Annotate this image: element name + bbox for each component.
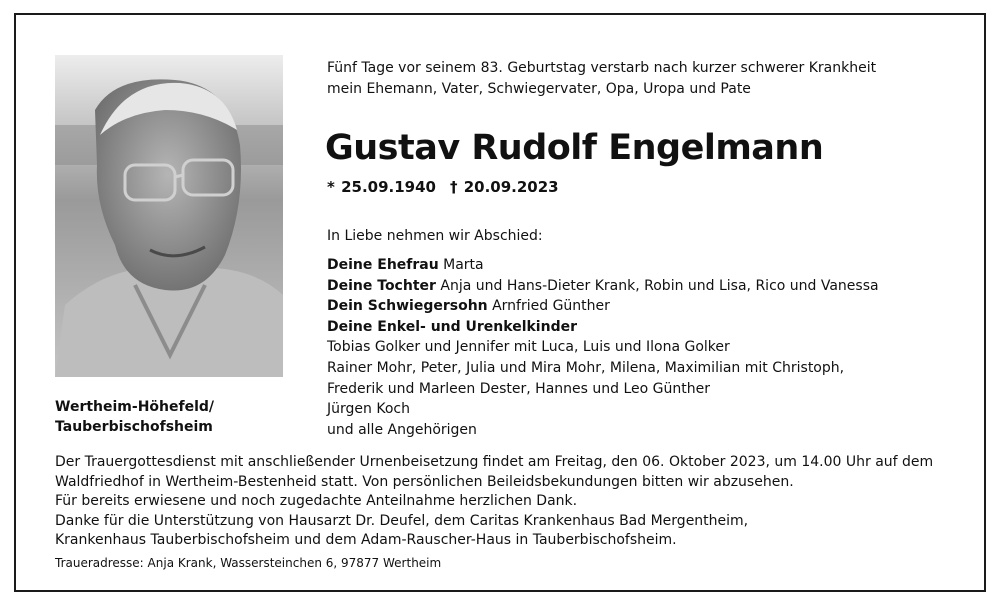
thanks-line-2: Krankenhaus Tauberbischofsheim und dem Adam-Rauscher-Haus in Tauberbischofsheim.	[55, 532, 677, 548]
intro-text	[327, 58, 876, 100]
family-members: Anja und Hans-Dieter Krank, Robin und Lisa, Rico und Vanessa	[435, 277, 879, 294]
death-date: † 20.09.2023	[449, 178, 559, 196]
family-relation: Dein Schwiegersohn	[327, 298, 488, 315]
service-line-1: Der Trauergottesdienst mit anschließender Urnenbeisetzung findet am Freitag, den 06. Oktober 2023, um 14.00 Uhr auf dem	[55, 454, 934, 470]
birth-date: * 25.09.1940	[327, 178, 436, 196]
place-line-2: Tauberbischofsheim	[55, 419, 213, 435]
family-members: Jürgen Koch	[327, 401, 410, 418]
family-line	[327, 379, 879, 400]
mourning-address: Traueradresse: Anja Krank, Wassersteinchen 6, 97877 Wertheim	[55, 556, 442, 570]
family-line	[327, 337, 879, 358]
family-line	[327, 399, 879, 420]
family-relation: Deine Tochter	[327, 277, 436, 294]
farewell-line: In Liebe nehmen wir Abschied:	[327, 228, 543, 244]
family-line	[327, 420, 879, 441]
family-relation: Deine Ehefrau	[327, 257, 439, 273]
family-members: Tobias Golker und Jennifer mit Luca, Luis und Ilona Golker	[327, 339, 730, 356]
family-line	[327, 317, 879, 338]
family-line	[327, 358, 879, 379]
family-members: Frederik und Marleen Dester, Hannes und Leo Günther	[327, 380, 710, 397]
family-line	[327, 276, 879, 297]
life-dates	[327, 178, 559, 196]
portrait-photo	[55, 55, 283, 377]
family-members: und alle Angehörigen	[327, 421, 477, 438]
family-members: Arnfried Günther	[487, 298, 610, 315]
deceased-name: Gustav Rudolf Engelmann	[325, 128, 824, 168]
family-line	[327, 255, 879, 276]
intro-line-2: mein Ehemann, Vater, Schwiegervater, Opa, Uropa und Pate	[327, 81, 751, 97]
thanks-line-1: Danke für die Unterstützung von Hausarzt Dr. Deufel, dem Caritas Krankenhaus Bad Mergentheim,	[55, 512, 749, 529]
place-of-residence	[55, 397, 214, 437]
family-relation: Deine Enkel- und Urenkelkinder	[327, 318, 577, 335]
intro-line-1: Fünf Tage vor seinem 83. Geburtstag verstarb nach kurzer schwerer Krankheit	[327, 60, 877, 76]
place-line-1: Wertheim-Höhefeld/	[55, 399, 215, 415]
service-line-2: Waldfriedhof in Wertheim-Bestenheid statt. Von persönlichen Beileidsbekundungen bitten wir abzusehen.	[55, 473, 794, 490]
family-members: Marta	[438, 257, 484, 273]
family-members: Rainer Mohr, Peter, Julia und Mira Mohr, Milena, Maximilian mit Christoph,	[327, 359, 845, 376]
family-list	[327, 255, 879, 440]
service-line-3: Für bereits erwiesene und noch zugedachte Anteilnahme herzlichen Dank.	[55, 493, 578, 509]
service-and-thanks	[55, 453, 955, 551]
family-line	[327, 296, 879, 317]
